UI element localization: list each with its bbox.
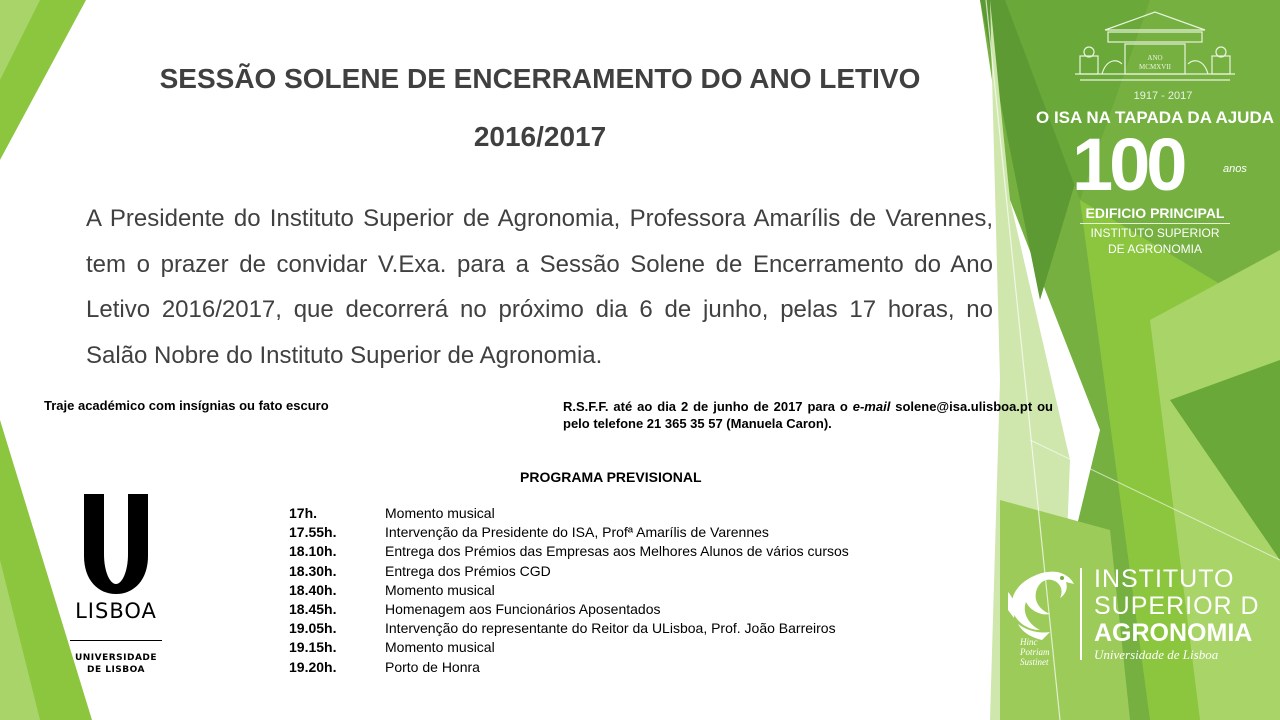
centenary-badge <box>1030 0 1280 270</box>
isa-motto-line-2: Potriam <box>1020 647 1050 657</box>
isa-name-line-3: AGRONOMIA <box>1094 619 1253 647</box>
program-desc: Porto de Honra <box>385 658 480 675</box>
isa-name-line-4: Universidade de Lisboa <box>1094 647 1219 662</box>
ulisboa-logo <box>70 494 162 684</box>
centenary-years: 1917 - 2017 <box>1133 90 1193 102</box>
program-desc: Momento musical <box>385 639 495 656</box>
program-row <box>289 562 849 581</box>
program-row <box>289 504 849 523</box>
centenary-anos: anos <box>1223 163 1247 175</box>
invitation-text: A Presidente do Instituto Superior de Agronomia, Professora Amarílis de Varennes, tem o prazer de convidar V.Exa. para a Sessão Solene de Encerramento do Ano Letivo 2016/2017, que decorrerá no próximo dia 6 de junho, pelas 17 horas, no Salão Nobre do Instituto Superior de Agronomia. <box>86 205 993 369</box>
dress-code: Traje académico com insígnias ou fato escuro <box>44 398 329 413</box>
program-desc: Entrega dos Prémios CGD <box>385 562 551 579</box>
ulisboa-name-line-1: UNIVERSIDADE <box>74 653 158 663</box>
program-desc: Momento musical <box>385 581 495 598</box>
program-row <box>289 658 849 677</box>
program-time: 19.05h. <box>289 620 337 637</box>
program-time: 18.45h. <box>289 600 337 617</box>
program-time: 19.20h. <box>289 658 337 675</box>
centenary-institute-line-2: DE AGRONOMIA <box>1107 242 1202 256</box>
title-line-1: SESSÃO SOLENE DE ENCERRAMENTO DO ANO LETIVO <box>159 63 921 94</box>
centenary-divider <box>1080 223 1230 224</box>
isa-motto-line-1: Hinc <box>1020 637 1038 647</box>
ulisboa-u-icon <box>82 494 150 594</box>
isa-motto-line-3: Sustinet <box>1020 657 1049 667</box>
program-desc: Intervenção do representante do Reitor da ULisboa, Prof. João Barreiros <box>385 620 836 637</box>
program-title: PROGRAMA PREVISIONAL <box>520 469 702 485</box>
program-row <box>289 619 849 638</box>
title-line-2: 2016/2017 <box>473 121 607 152</box>
isa-logo <box>1000 560 1280 700</box>
rsvp-email-label: e-mail <box>852 399 891 414</box>
ulisboa-name <box>70 652 162 676</box>
program-time: 18.10h. <box>289 543 337 560</box>
program-desc: Intervenção da Presidente do ISA, Profª Amarílis de Varennes <box>385 524 769 541</box>
rsvp-before: R.S.F.F. até ao dia 2 de junho de 2017 para o <box>563 399 853 414</box>
program-list <box>289 504 849 677</box>
centenary-tagline: O ISA NA TAPADA DA AJUDA <box>1036 108 1274 127</box>
program-time: 18.40h. <box>289 581 337 598</box>
isa-name-line-1: INSTITUTO <box>1094 565 1235 593</box>
ulisboa-divider <box>70 640 162 641</box>
isa-divider <box>1080 568 1082 660</box>
rsvp-text <box>563 398 1053 432</box>
isa-name-line-2: SUPERIOR D <box>1094 592 1260 620</box>
ulisboa-word: LISBOA <box>75 599 157 623</box>
program-time: 17h. <box>289 505 318 521</box>
program-time: 19.15h. <box>289 639 337 656</box>
building-facade-icon <box>1070 8 1240 88</box>
centenary-number: 100 <box>1072 123 1184 206</box>
isa-motto <box>1020 637 1050 667</box>
eagle-icon <box>1004 568 1078 640</box>
program-row <box>289 581 849 600</box>
program-row <box>289 600 849 619</box>
program-row <box>289 638 849 657</box>
centenary-institute-line-1: INSTITUTO SUPERIOR <box>1090 226 1220 240</box>
program-desc: Entrega dos Prémios das Empresas aos Melhores Alunos de vários cursos <box>385 543 849 560</box>
program-time: 17.55h. <box>289 524 337 541</box>
centenary-building: EDIFICIO PRINCIPAL <box>1085 205 1225 221</box>
ulisboa-name-line-2: DE LISBOA <box>86 665 146 675</box>
inscription-line-1: ANO <box>1147 54 1163 62</box>
program-time: 18.30h. <box>289 562 337 579</box>
rsvp-after: solene@isa.ulisboa.pt ou pelo telefone 21 365 35 57 (Manuela Caron). <box>563 399 1053 431</box>
program-row <box>289 523 849 542</box>
program-desc: Momento musical <box>385 505 495 521</box>
inscription-line-2: MCMXVII <box>1139 63 1171 71</box>
program-desc: Homenagem aos Funcionários Aposentados <box>385 600 661 617</box>
program-row <box>289 542 849 561</box>
